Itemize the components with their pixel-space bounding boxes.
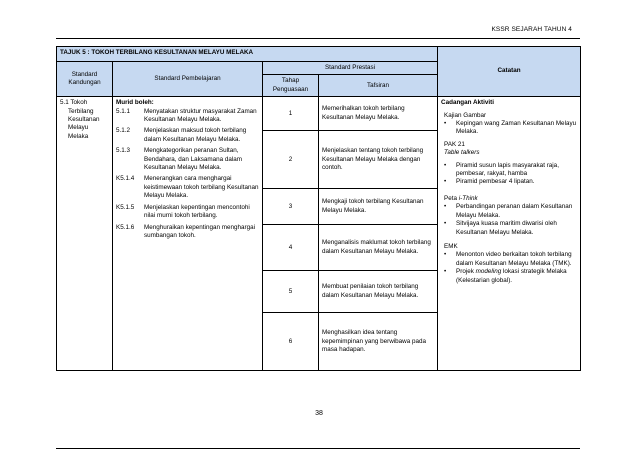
peta-prefix: Peta	[444, 194, 459, 202]
peta-text: Perbandingan peranan dalam Kesultanan Melayu Melaka.	[456, 203, 573, 219]
pembelajaran-item	[116, 147, 259, 172]
catatan-heading: Cadangan Aktiviti	[441, 99, 494, 107]
tahap-cell: 2	[263, 131, 319, 189]
tafsiran-cell: Menganalisis maklumat tokoh terbilang dalam Kesultanan Melayu Melaka.	[319, 225, 438, 271]
kajian-gambar-text: Kepingan wang Zaman Kesultanan Melayu Melaka.	[456, 120, 577, 136]
standard-kandungan-text: 5.1 Tokoh Terbilang Kesultanan Melayu Melaka	[60, 99, 100, 140]
tafsiran-cell: Menghasilkan idea tentang kepemimpinan yang berwibawa pada masa hadapan.	[319, 313, 438, 371]
standard-kandungan-cell	[57, 97, 113, 371]
pembelajaran-text: Menjelaskan kepentingan mencontohi nilai murni tokoh terbilang.	[144, 203, 250, 220]
pembelajaran-item	[116, 175, 259, 200]
tahap-cell: 5	[263, 271, 319, 313]
running-header-title: KSSR SEJARAH TAHUN 4	[491, 26, 572, 33]
pak21-text: Piramid susun lapis masyarakat raja, pembesar, rakyat, hamba	[456, 161, 559, 178]
tafsiran-cell: Memerihalkan tokoh terbilang Kesultanan Melayu Melaka.	[319, 97, 438, 131]
bullet-icon: •	[444, 161, 447, 169]
pembelajaran-intro: Murid boleh:	[116, 99, 154, 107]
pak21-subtitle: Table talkers	[444, 149, 480, 157]
pembelajaran-code: K5.1.4	[116, 175, 135, 183]
kajian-gambar-item	[441, 120, 577, 137]
pembelajaran-item	[116, 204, 259, 221]
header-rule	[56, 38, 580, 39]
peta-item	[441, 203, 577, 220]
emk-text: Menonton video berkaitan tokoh terbilang dalam Kesultanan Melayu Melaka (TMK).	[456, 251, 572, 267]
pembelajaran-text: Menghuraikan kepentingan menghargai sumbangan tokoh.	[144, 223, 255, 239]
emk-item	[441, 268, 577, 285]
header-tafsiran: Tafsiran	[319, 75, 438, 97]
tahap-cell: 4	[263, 225, 319, 271]
header-standard-prestasi: Standard Prestasi	[263, 62, 438, 75]
curriculum-table	[56, 46, 581, 371]
tafsiran-cell: Menjelaskan tentang tokoh terbilang Kesultanan Melayu Melaka dengan contoh.	[319, 131, 438, 189]
kajian-gambar-label: Kajian Gambar	[444, 111, 487, 119]
pak21-item	[441, 162, 577, 179]
peta-item	[441, 220, 577, 237]
pak21-label: PAK 21	[444, 140, 465, 148]
peta-ithink-label	[441, 195, 577, 203]
pembelajaran-item	[116, 108, 259, 125]
bullet-icon: •	[444, 120, 447, 128]
pembelajaran-code: K5.1.6	[116, 223, 135, 231]
emk-prefix: Projek	[456, 268, 476, 276]
emk-italic: modeling	[475, 268, 502, 276]
pembelajaran-code: 5.1.2	[116, 127, 131, 135]
pak21-item	[441, 178, 577, 186]
pembelajaran-text: Menyatakan struktur masyarakat Zaman Kesultanan Melayu Melaka.	[144, 107, 257, 124]
bullet-icon: •	[444, 220, 447, 228]
header-standard-kandungan: Standard Kandungan	[57, 62, 113, 97]
pembelajaran-item	[116, 224, 259, 241]
pak21-text: Piramid pembesar 4 lipatan.	[456, 178, 535, 186]
pembelajaran-code: K5.1.5	[116, 203, 135, 211]
tahap-cell: 6	[263, 313, 319, 371]
footer-rule	[56, 448, 580, 449]
emk-label: EMK	[444, 242, 458, 250]
tahap-cell: 3	[263, 189, 319, 225]
peta-text: Sitvijaya kuasa maritim diwarisi oleh Kesultanan Melayu Melaka.	[456, 220, 557, 236]
bullet-icon: •	[444, 268, 447, 276]
pembelajaran-text: Menjelaskan maksud tokoh terbilang dalam Kesultanan Melayu Melaka.	[144, 127, 247, 143]
pembelajaran-code: 5.1.1	[116, 107, 131, 115]
tahap-cell: 1	[263, 97, 319, 131]
tafsiran-cell: Mengkaji tokoh terbilang Kesultanan Melayu Melaka.	[319, 189, 438, 225]
emk-item	[441, 251, 577, 268]
pembelajaran-text: Menerangkan cara menghargai keistimewaan tokoh terbilang Kesultanan Melayu Melaka.	[144, 175, 259, 200]
emk-suffix: lokasi strategik Melaka (Kelestarian global).	[456, 268, 567, 284]
page-number: 38	[315, 410, 323, 417]
bullet-icon: •	[444, 178, 447, 186]
pembelajaran-text: Mengkategorikan peranan Sultan, Bendahara, dan Laksamana dalam Kesultanan Melayu Melaka.	[144, 147, 243, 172]
header-catatan: Catatan	[438, 47, 581, 97]
header-standard-pembelajaran: Standard Pembelajaran	[113, 62, 263, 97]
running-header	[56, 26, 580, 38]
tafsiran-cell: Membuat penilaian tokoh terbilang dalam Kesultanan Melayu Melaka.	[319, 271, 438, 313]
bullet-icon: •	[444, 203, 447, 211]
standard-pembelajaran-cell	[113, 97, 263, 371]
emk-text-2	[456, 268, 577, 285]
header-tahap-penguasaan: Tahap Penguasaan	[263, 75, 319, 97]
table-title: TAJUK 5 : TOKOH TERBILANG KESULTANAN MELAYU MELAKA	[57, 47, 438, 62]
pembelajaran-code: 5.1.3	[116, 147, 131, 155]
peta-italic: i-Think	[458, 194, 478, 202]
bullet-icon: •	[444, 251, 447, 259]
catatan-cell	[438, 97, 581, 371]
pembelajaran-item	[116, 127, 259, 144]
